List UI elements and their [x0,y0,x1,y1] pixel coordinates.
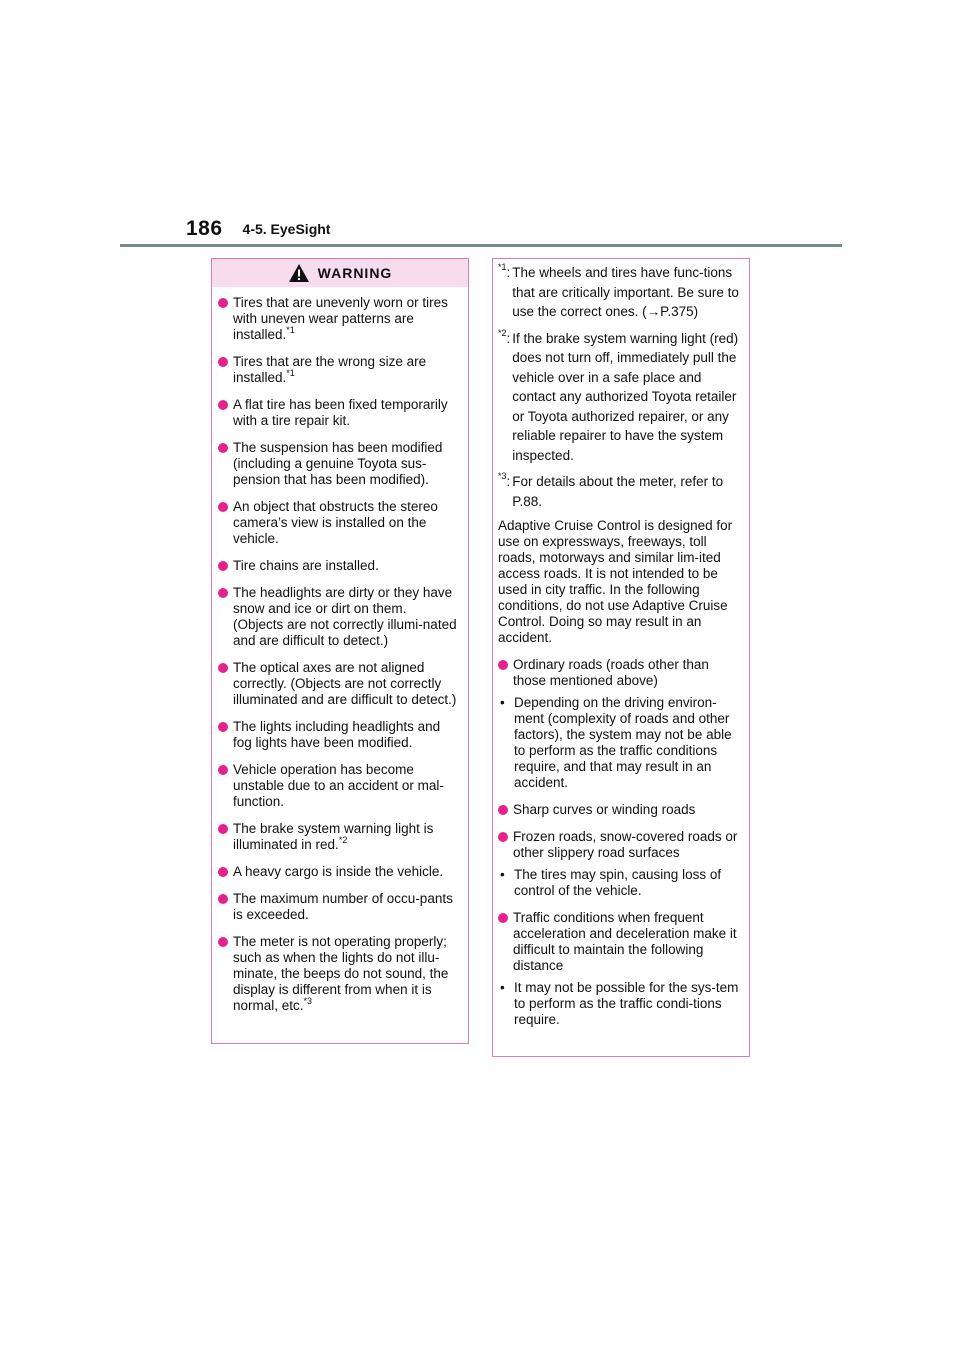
acc-intro: Adaptive Cruise Control is designed for use on expressways, freeways, toll roads, motorways and similar lim-ited access roads. It is not intended to be used in city traffic. In the following conditions, do not use Adaptive Cruise Control. Doing so may result in an accident. [498,518,733,645]
page-number: 186 [186,217,223,240]
warning-item-text [233,719,458,751]
warning-box [211,258,469,1044]
condition-item [498,910,741,974]
bullet-dot-icon [498,832,508,842]
warning-title: WARNING [317,265,393,281]
condition-item [498,802,741,818]
bullet-dot-icon [218,502,228,512]
warning-item-label: Tires that are the wrong size are installed. [233,354,427,385]
footnotes [498,263,741,511]
warning-item [218,585,458,649]
condition-text: Traffic conditions when frequent acceleration and deceleration make it difficult to maintain the following distance [513,910,737,973]
warning-item [218,821,458,853]
header-rule [120,244,842,247]
warning-item-text [233,558,458,574]
bullet-dot-icon [218,400,228,410]
footnote-mark-label: *1 [498,262,507,272]
bullet-dot-icon [218,298,228,308]
footnote-ref: *1 [286,325,295,335]
section-title: 4-5. EyeSight [242,221,331,237]
bullet-dot-icon [498,660,508,670]
warning-item [218,558,458,574]
footnote-ref: *3 [303,996,313,1006]
warning-item-label: The suspension has been modified (including a genuine Toyota sus-pension that has been modified). [233,440,443,487]
footnote-text: For details about the meter, refer to P.88. [512,474,724,509]
footnote-mark-label: *3 [498,471,507,481]
warning-item [218,354,458,386]
footnote-ref: *1 [286,368,295,378]
bullet-dot-icon [218,824,228,834]
warning-item-text [233,295,458,343]
warning-item [218,499,458,547]
footnote-mark: $^{*2}$: [498,327,511,346]
condition-detail [498,867,741,899]
bullet-dot-icon [218,357,228,367]
condition-detail [498,695,741,791]
warning-item-label: The brake system warning light is illuminated in red. [233,821,434,852]
condition-text: Sharp curves or winding roads [513,802,696,817]
warning-item-label: Tires that are unevenly worn or tires with uneven wear patterns are installed. [233,295,448,342]
bullet-dot-icon [218,443,228,453]
warning-item-label: Vehicle operation has become unstable due to an accident or mal-function. [233,762,444,809]
warning-item-text [233,660,458,708]
warning-item [218,864,458,880]
footnote-ref: *2 [338,835,348,845]
bullet-dot-icon [218,722,228,732]
footnote [498,472,741,511]
footnote [498,263,741,322]
warning-item-label: Tire chains are installed. [233,558,379,573]
footnote-text: If the brake system warning light (red) does not turn off, immediately pull the vehicle over in a safe place and contact any authorized Toyota retailer or Toyota authorized repairer, or any reliable repairer to have the system inspected. [512,330,739,463]
bullet-dot-icon [218,765,228,775]
dash-marker: • [500,867,505,882]
warning-header [212,259,468,287]
warning-item-label: A flat tire has been fixed temporarily with a tire repair kit. [233,397,448,428]
notes-box [492,258,750,1057]
bullet-dot-icon [218,663,228,673]
warning-item [218,660,458,708]
bullet-dot-icon [218,561,228,571]
warning-item-text [233,499,458,547]
condition-detail-text: It may not be possible for the sys-tem to perform as the traffic condi-tions require. [514,980,739,1027]
warning-item-text [233,354,458,386]
warning-item-text [233,585,458,649]
warning-item-label: The optical axes are not aligned correctly. (Objects are not correctly illuminated and are difficult to detect.) [233,660,457,707]
warning-item [218,295,458,343]
warning-list [212,287,468,1014]
bullet-dot-icon [218,894,228,904]
warning-item-label: An object that obstructs the stereo camera’s view is installed on the vehicle. [233,499,438,546]
condition-text: Frozen roads, snow-covered roads or other slippery road surfaces [513,829,738,860]
warning-item [218,934,458,1014]
dash-marker: • [500,695,505,710]
condition-detail-text: Depending on the driving environ-ment (complexity of roads and other factors), the system may not be able to perform as the traffic conditions require, and that may result in an accident. [514,695,732,790]
warning-item-label: The meter is not operating properly; such as when the lights do not illu-minate, the beeps do not sound, the display is different from when it is normal, etc. [233,934,449,1013]
warning-item-text [233,891,458,923]
warning-item-text [233,934,458,1014]
bullet-dot-icon [498,913,508,923]
warning-item [218,719,458,751]
condition-item [498,657,741,689]
footnote-text: The wheels and tires have func-tions that are critically important. Be sure to use the correct ones. (→P.375) [512,265,739,319]
bullet-dot-icon [218,937,228,947]
bullet-dot-icon [218,588,228,598]
footnote-mark-label: *2 [498,327,507,338]
warning-triangle-icon [288,263,310,283]
warning-item-label: The headlights are dirty or they have snow and ice or dirt on them. (Objects are not correctly illumi-nated and are difficult to detect.) [233,585,457,648]
condition-text: Ordinary roads (roads other than those mentioned above) [513,657,709,688]
dash-marker: • [500,980,505,995]
warning-item-label: The maximum number of occu-pants is exceeded. [233,891,453,922]
footnote-mark: $^{*1}$: [498,262,511,280]
warning-item [218,440,458,488]
warning-item-label: The lights including headlights and fog lights have been modified. [233,719,441,750]
acc-conditions [498,657,741,1028]
bullet-dot-icon [218,867,228,877]
footnote [498,329,741,466]
warning-item [218,397,458,429]
warning-item-text [233,821,458,853]
warning-item-text [233,440,458,488]
warning-item-label: A heavy cargo is inside the vehicle. [233,864,444,879]
page-header [186,212,330,246]
warning-item-text [233,864,458,880]
footnote-mark: $^{*3}$: [498,471,511,489]
warning-item-text [233,762,458,810]
condition-item [498,829,741,861]
warning-item [218,762,458,810]
warning-item-text [233,397,458,429]
bullet-dot-icon [498,805,508,815]
condition-detail [498,980,741,1028]
warning-item [218,891,458,923]
condition-detail-text: The tires may spin, causing loss of control of the vehicle. [514,867,722,898]
